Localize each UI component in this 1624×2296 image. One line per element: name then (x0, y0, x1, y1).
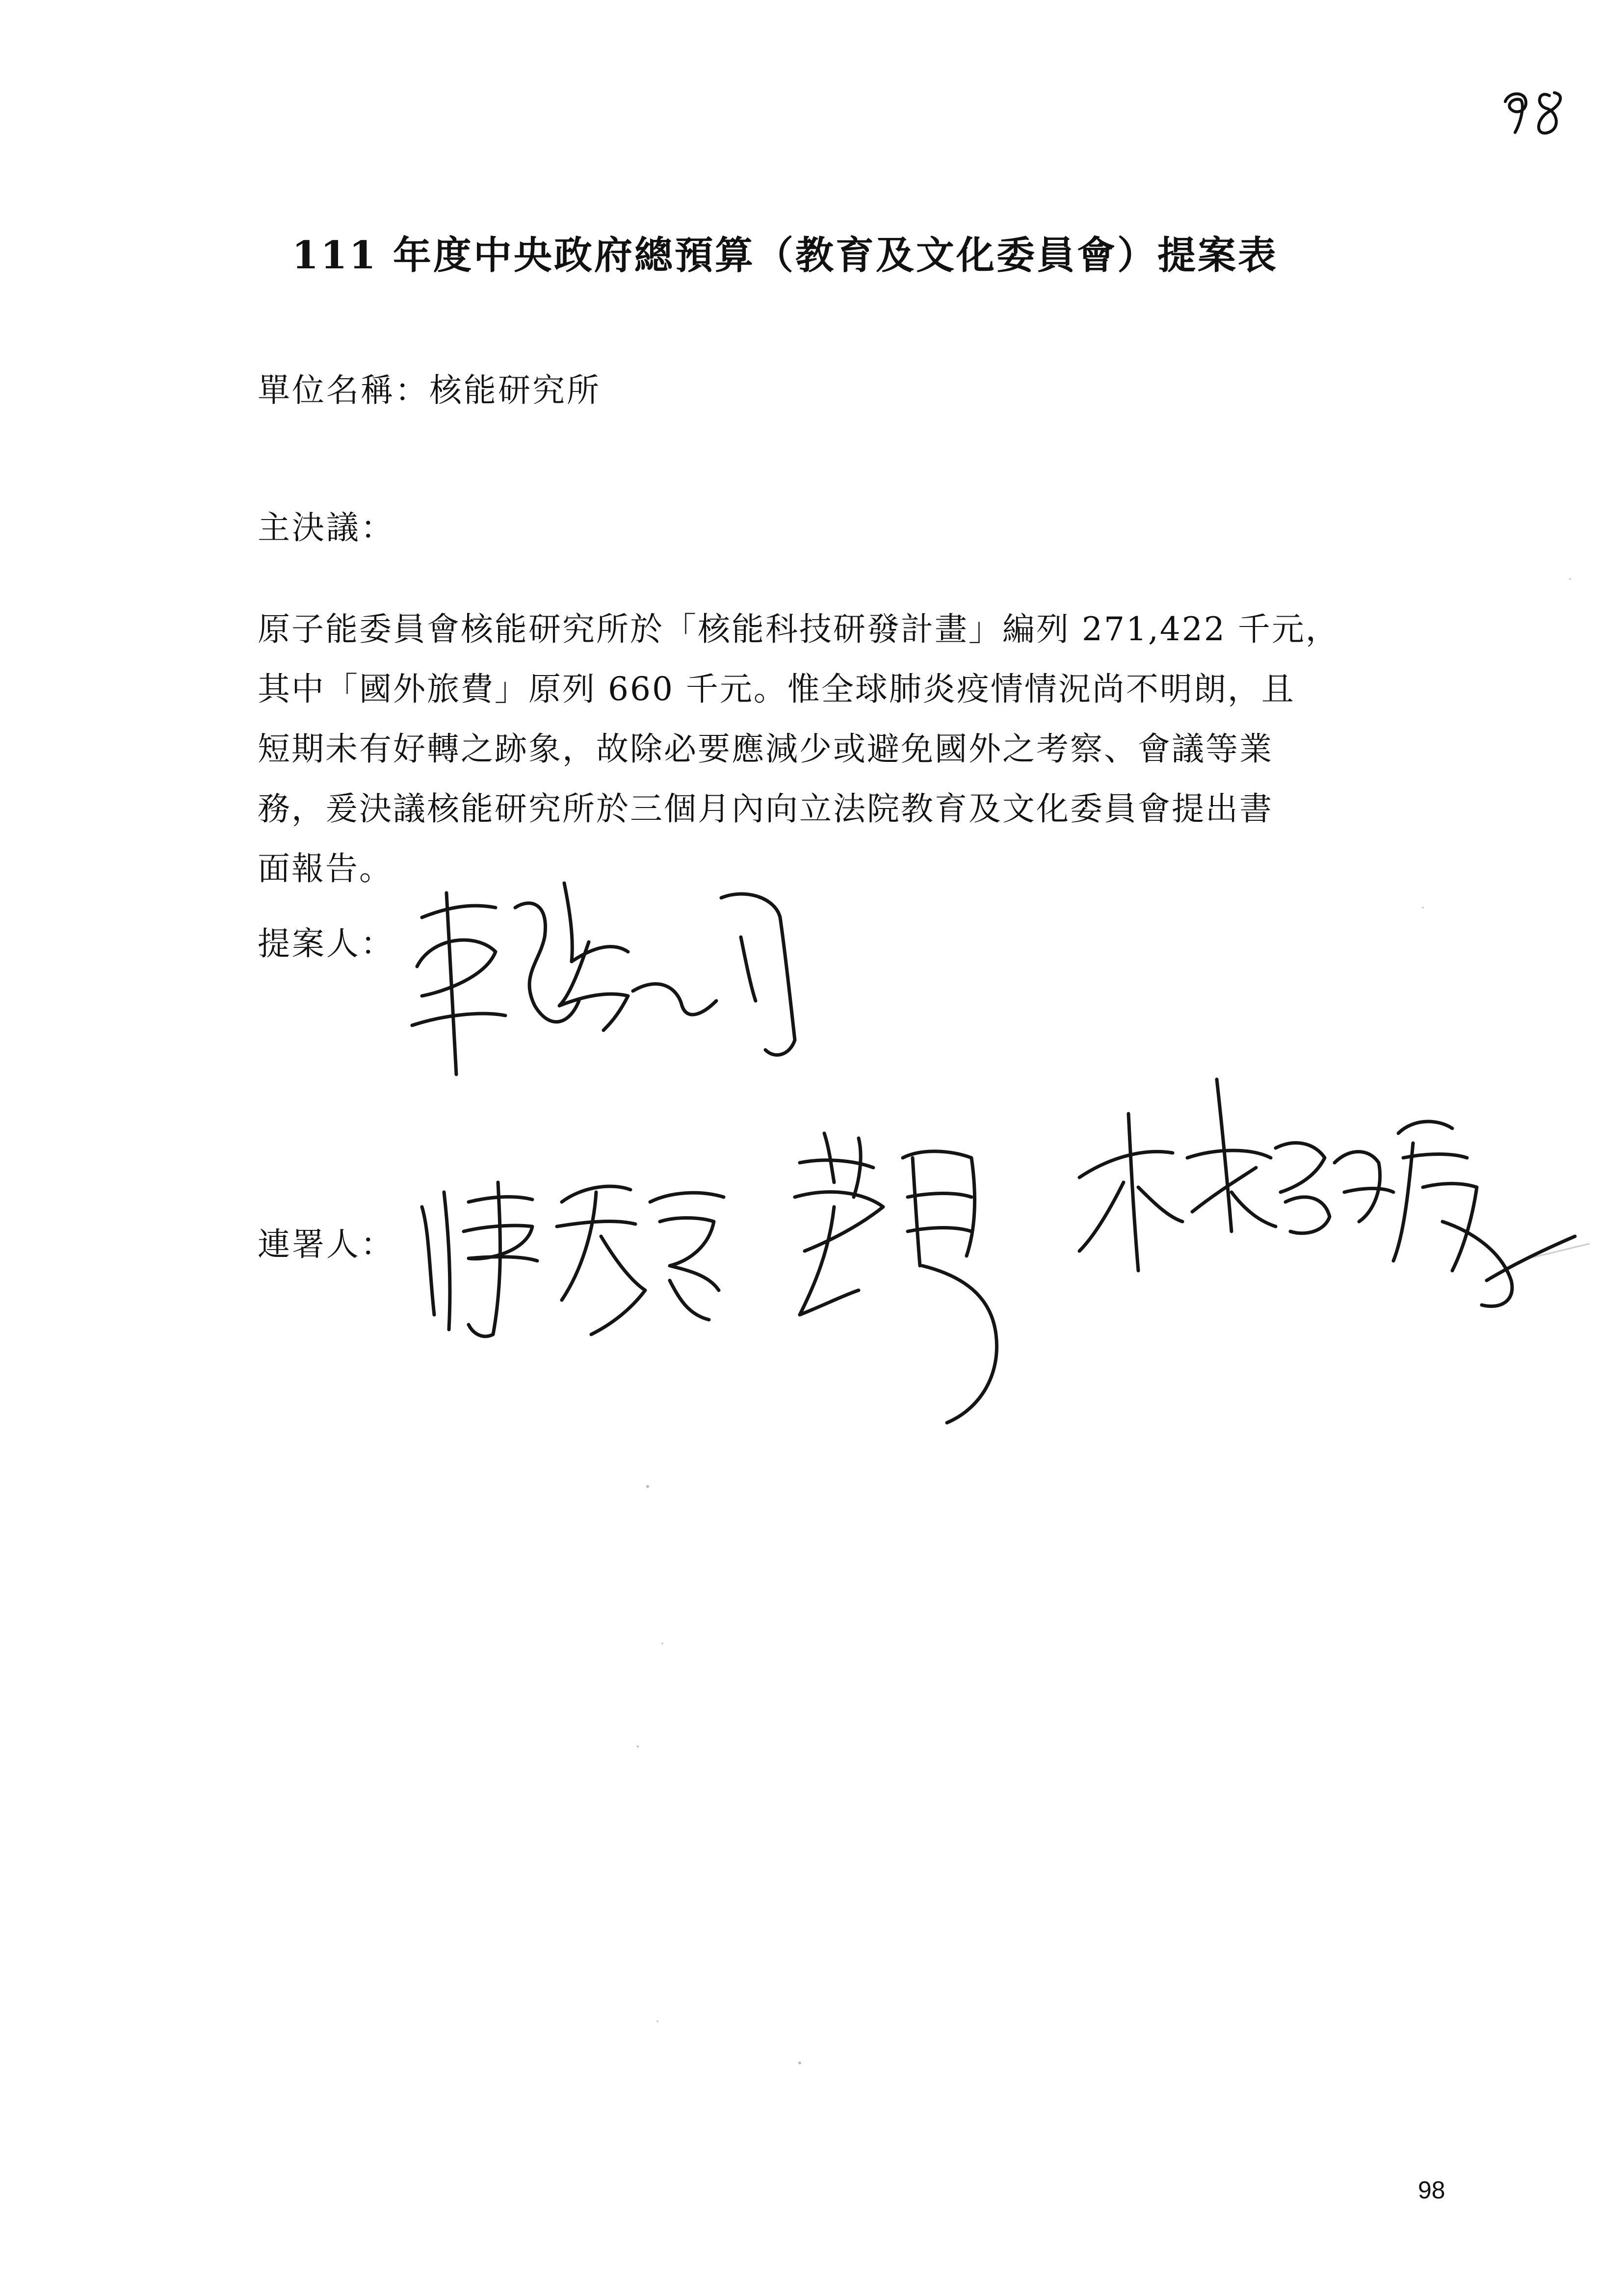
cosigner-signature (1070, 1074, 1585, 1320)
body-line: 短期未有好轉之跡象，故除必要應減少或避免國外之考察、會議等業 (258, 730, 1273, 768)
proposer-label: 提案人： (258, 925, 395, 963)
body-line: 原子能委員會核能研究所於「核能科技研發計畫」編列 271,422 千元， (258, 610, 1339, 648)
cosigner-signature (415, 1173, 738, 1344)
body-line: 務，爰決議核能研究所於三個月內向立法院教育及文化委員會提出書 (258, 790, 1273, 828)
handwritten-page-number (1492, 86, 1585, 140)
unit-line (258, 364, 601, 411)
body-line: 其中「國外旅費」原列 660 千元。惟全球肺炎疫情情況尚不明朗，且 (258, 670, 1295, 708)
cosigner-label: 連署人： (258, 1226, 395, 1263)
resolution-body (258, 600, 1386, 899)
proposer-signature (402, 878, 819, 1089)
document-title: 111 年度中央政府總預算（教育及文化委員會）提案表 (292, 233, 1278, 278)
unit-label: 單位名稱： (258, 371, 429, 409)
page-number: 98 (1418, 2176, 1445, 2204)
unit-name: 核能研究所 (429, 371, 601, 409)
cosigner-signature (785, 1128, 1040, 1433)
body-line: 面報告。 (258, 850, 393, 887)
resolution-label: 主決議： (258, 509, 395, 547)
